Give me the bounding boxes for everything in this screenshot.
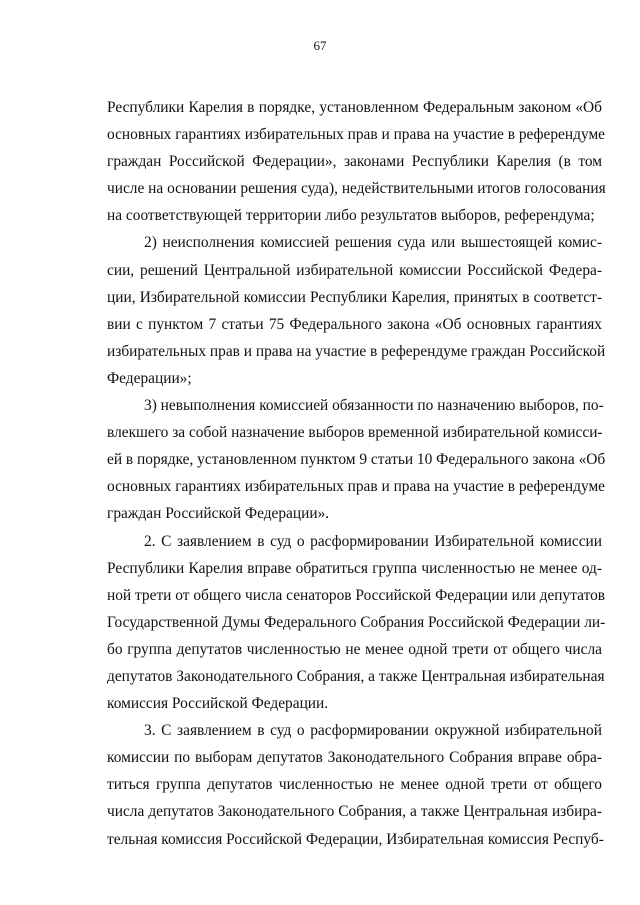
text-line: на соответствующей территории либо результатов выборов, референдума;	[107, 207, 595, 225]
text-line: комиссия Российской Федерации.	[107, 695, 329, 713]
text-line: избирательных прав и права на участие в референдуме граждан Российской	[107, 342, 606, 360]
text-line: 3) невыполнения комиссией обязанности по назначению выборов, по-	[144, 397, 604, 415]
text-line: титься группа депутатов численностью не менее одной трети от общего	[107, 776, 602, 794]
text-line: ей в порядке, установленном пунктом 9 статьи 10 Федерального закона «Об	[107, 451, 606, 469]
text-line: основных гарантиях избирательных прав и права на участие в референдуме	[107, 126, 606, 144]
text-line: тельная комиссия Российской Федерации, Избирательная комиссия Респуб-	[107, 830, 604, 848]
text-line: граждан Российской Федерации».	[107, 505, 330, 523]
text-line: основных гарантиях избирательных прав и права на участие в референдуме	[107, 478, 606, 496]
text-line: граждан Российской Федерации», законами Республики Карелия (в том	[107, 153, 602, 171]
text-line: 2) неисполнения комиссией решения суда или вышестоящей комис-	[144, 234, 602, 252]
paragraph-item-2	[107, 229, 606, 392]
text-line: влекшего за собой назначение выборов временной избирательной комисси-	[107, 424, 603, 442]
paragraph-item-3	[107, 392, 606, 527]
document-body	[107, 94, 606, 853]
paragraph-continuation	[107, 94, 606, 229]
text-line: ции, Избирательной комиссии Республики Карелия, принятых в соответст-	[107, 288, 602, 306]
paragraph-section-3	[107, 717, 602, 852]
text-line: вии с пунктом 7 статьи 75 Федерального закона «Об основных гарантиях	[107, 315, 602, 333]
text-line: 2. С заявлением в суд о расформировании Избирательной комиссии	[144, 532, 602, 550]
text-line: депутатов Законодательного Собрания, а также Центральная избирательная	[107, 667, 605, 685]
text-line: Республики Карелия вправе обратиться группа численностью не менее од-	[107, 559, 602, 577]
text-line: сии, решений Центральной избирательной комиссии Российской Федера-	[107, 261, 602, 279]
text-line: бо группа депутатов численностью не менее одной трети от общего числа	[107, 640, 602, 658]
text-line: числа депутатов Законодательного Собрания, а также Центральная избира-	[107, 803, 602, 821]
paragraph-section-2	[107, 528, 606, 718]
text-line: Республики Карелия в порядке, установленном Федеральным законом «Об	[107, 99, 602, 116]
text-line: Государственной Думы Федерального Собрания Российской Федерации ли-	[107, 613, 606, 631]
text-line: комиссии по выборам депутатов Законодательного Собрания вправе обра-	[107, 749, 602, 767]
text-line: числе на основании решения суда), недействительными итогов голосования	[107, 180, 606, 198]
page-number: 67	[313, 38, 327, 53]
text-line: ной трети от общего числа сенаторов Российской Федерации или депутатов	[107, 586, 606, 604]
text-line: Федерации»;	[107, 369, 192, 387]
text-line: 3. С заявлением в суд о расформировании окружной избирательной	[144, 722, 602, 740]
